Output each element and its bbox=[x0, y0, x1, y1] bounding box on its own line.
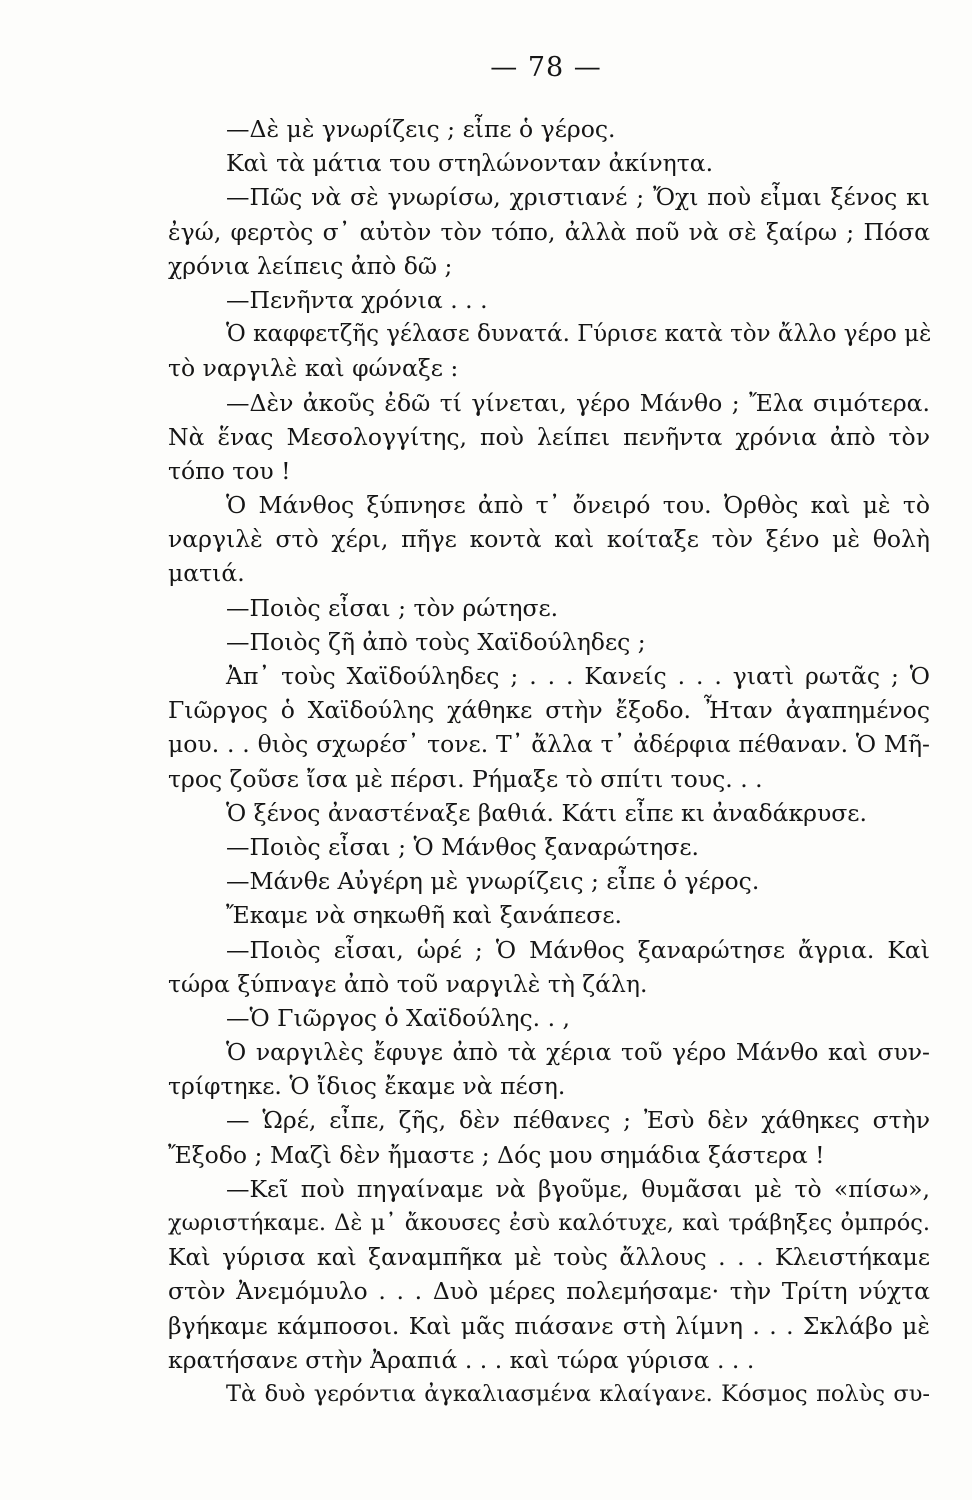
text-line: ἐγώ, φερτὸς σ᾽ αὐτὸν τὸν τόπο, ἀλλὰ ποῦ νὰ σὲ ξαίρω ; Πόσα bbox=[168, 217, 930, 246]
text-line: τώρα ξύπναγε ἀπὸ τοῦ ναργιλὲ τὴ ζάλη. bbox=[168, 969, 648, 998]
text-line: —Ποιὸς εἶσαι ; Ὁ Μάνθος ξαναρώτησε. bbox=[226, 832, 700, 861]
text-line: —Πενῆντα χρόνια . . . bbox=[226, 285, 488, 314]
text-line: μου. . . θιὸς σχωρέσ᾽ τονε. Τ᾽ ἄλλα τ᾽ ἀδέρφια πέθαναν. Ὁ Μῆ- bbox=[168, 730, 930, 759]
text-line: Γιῶργος ὁ Χαϊδούλης χάθηκε στὴν ἔξοδο. Ἦταν ἀγαπημένος bbox=[168, 696, 930, 725]
text-line: ματιά. bbox=[168, 559, 245, 588]
page-number: — 78 — bbox=[490, 52, 602, 83]
text-line: —Ποιὸς εἶσαι, ὡρέ ; Ὁ Μάνθος ξαναρώτησε ἄγρια. Καὶ bbox=[226, 935, 930, 964]
text-line: —Δὲν ἀκοῦς ἐδῶ τί γίνεται, γέρο Μάνθο ; Ἔλα σιμότερα. bbox=[226, 388, 930, 417]
text-line: τόπο του ! bbox=[168, 456, 291, 485]
text-line: —Κεῖ ποὺ πηγαίναμε νὰ βγοῦμε, θυμᾶσαι μὲ τὸ «πίσω», bbox=[226, 1174, 930, 1203]
text-line: Καὶ γύρισα καὶ ξαναμπῆκα μὲ τοὺς ἄλλους . . . Κλειστήκαμε bbox=[168, 1243, 930, 1272]
text-line: τρος ζοῦσε ἴσα μὲ πέρσι. Ρήμαξε τὸ σπίτι τους. . . bbox=[168, 764, 763, 793]
text-line: —Ποιὸς εἶσαι ; τὸν ρώτησε. bbox=[226, 593, 559, 622]
text-line: τὸ ναργιλὲ καὶ φώναξε : bbox=[168, 354, 459, 383]
text-line: —Πῶς νὰ σὲ γνωρίσω, χριστιανέ ; Ὄχι ποὺ εἶμαι ξένος κι bbox=[226, 183, 930, 212]
text-line: Ὁ ξένος ἀναστέναξε βαθιά. Κάτι εἶπε κι ἀναδάκρυσε. bbox=[226, 798, 867, 827]
text-line: —Δὲ μὲ γνωρίζεις ; εἶπε ὁ γέρος. bbox=[226, 115, 616, 143]
text-line: Ἔξοδο ; Μαζὶ δὲν ἤμαστε ; Δός μου σημάδια ξάστερα ! bbox=[168, 1140, 825, 1169]
text-line: κρατήσανε στὴν Ἀραπιά . . . καὶ τώρα γύρισα . . . bbox=[168, 1345, 755, 1374]
body-text bbox=[168, 112, 930, 1411]
text-line: —Ποιὸς ζῆ ἀπὸ τοὺς Χαϊδούληδες ; bbox=[226, 627, 646, 656]
text-line: Ἔκαμε νὰ σηκωθῆ καὶ ξανάπεσε. bbox=[226, 901, 622, 930]
text-line: —Μάνθε Αὐγέρη μὲ γνωρίζεις ; εἶπε ὁ γέρος. bbox=[226, 867, 760, 896]
text-line: —Ὁ Γιῶργος ὁ Χαϊδούλης. . , bbox=[226, 1003, 570, 1032]
text-line: Ἀπ᾽ τοὺς Χαϊδούληδες ; . . . Κανείς . . . γιατὶ ρωτᾶς ; Ὁ bbox=[226, 662, 930, 690]
text-line: στὸν Ἀνεμόμυλο . . . Δυὸ μέρες πολεμήσαμε· τὴν Τρίτη νύχτα bbox=[168, 1277, 930, 1306]
text-line: βγήκαμε κάμποσοι. Καὶ μᾶς πιάσανε στὴ λίμνη . . . Σκλάβο μὲ bbox=[168, 1311, 930, 1340]
text-line: ναργιλὲ στὸ χέρι, πῆγε κοντὰ καὶ κοίταξε τὸν ξένο μὲ θολὴ bbox=[168, 525, 930, 554]
text-line: Ὁ Μάνθος ξύπνησε ἀπὸ τ᾽ ὄνειρό του. Ὀρθὸς καὶ μὲ τὸ bbox=[226, 491, 930, 520]
text-line: Καὶ τὰ μάτια του στηλώνονταν ἀκίνητα. bbox=[226, 149, 714, 178]
text-line: χωριστήκαμε. Δὲ μ᾽ ἄκουσες ἐσὺ καλότυχε, καὶ τράβηξες ὀμπρός. bbox=[168, 1210, 930, 1236]
text-line: Νὰ ἕνας Μεσολογγίτης, ποὺ λείπει πενῆντα χρόνια ἀπὸ τὸν bbox=[168, 422, 930, 451]
text-line: Ὁ ναργιλὲς ἔφυγε ἀπὸ τὰ χέρια τοῦ γέρο Μάνθο καὶ συν- bbox=[226, 1038, 930, 1067]
text-line: τρίφτηκε. Ὁ ἴδιος ἔκαμε νὰ πέση. bbox=[168, 1072, 566, 1101]
text-line: χρόνια λείπεις ἀπὸ δῶ ; bbox=[168, 251, 453, 280]
text-line: Ὁ καφφετζῆς γέλασε δυνατά. Γύρισε κατὰ τὸν ἄλλο γέρο μὲ bbox=[226, 321, 932, 348]
text-line: — Ὡρέ, εἶπε, ζῆς, δὲν πέθανες ; Ἐσὺ δὲν χάθηκες στὴν bbox=[226, 1106, 930, 1135]
text-line: Τὰ δυὸ γερόντια ἀγκαλιασμένα κλαίγανε. Κόσμος πολὺς συ- bbox=[226, 1380, 930, 1407]
